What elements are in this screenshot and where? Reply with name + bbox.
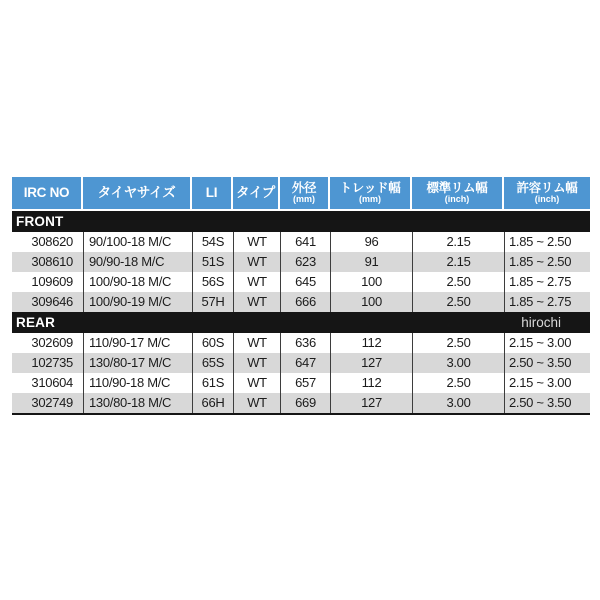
table-cell: 2.15 bbox=[412, 252, 504, 272]
table-row bbox=[12, 232, 590, 252]
column-header-unit: (mm) bbox=[359, 193, 381, 204]
table-cell: 2.50 bbox=[412, 272, 504, 292]
column-header-unit: (mm) bbox=[293, 193, 315, 204]
table-row bbox=[12, 353, 590, 373]
table-cell: 302609 bbox=[31, 335, 73, 350]
table-cell: 51S bbox=[192, 252, 233, 272]
table-cell: 669 bbox=[280, 393, 330, 413]
table-cell: 309646 bbox=[31, 294, 73, 309]
table-cell: 2.50 bbox=[412, 292, 504, 312]
column-header-label: IRC NO bbox=[23, 185, 70, 201]
column-header-tire-size bbox=[83, 177, 192, 209]
table-row bbox=[12, 373, 590, 393]
column-header-standard-rim-width bbox=[412, 177, 504, 209]
table-cell: 2.50 bbox=[412, 333, 504, 353]
table-cell: 127 bbox=[330, 393, 412, 413]
section-header-rear bbox=[12, 312, 590, 333]
table-cell: 308610 bbox=[31, 254, 73, 269]
table-cell: 2.50 ~ 3.50 bbox=[504, 393, 590, 413]
table-cell: WT bbox=[233, 272, 280, 292]
section-header-front bbox=[12, 211, 590, 232]
table-cell: 109609 bbox=[31, 274, 73, 289]
table-cell: 1.85 ~ 2.50 bbox=[504, 252, 590, 272]
table-cell: 636 bbox=[280, 333, 330, 353]
table-cell: 102735 bbox=[31, 355, 73, 370]
column-header-label: 許容リム幅 bbox=[516, 181, 578, 196]
table-cell: 666 bbox=[280, 292, 330, 312]
table-cell: 1.85 ~ 2.75 bbox=[504, 292, 590, 312]
table-cell: 100 bbox=[330, 292, 412, 312]
table-cell: 57H bbox=[192, 292, 233, 312]
column-header-tread-width bbox=[330, 177, 412, 209]
table-cell: 302749 bbox=[31, 395, 73, 410]
table-cell: 310604 bbox=[31, 375, 73, 390]
column-header-label: 標準リム幅 bbox=[426, 181, 488, 196]
column-header-type bbox=[233, 177, 280, 209]
table-cell: 66H bbox=[192, 393, 233, 413]
table-cell: 100 bbox=[330, 272, 412, 292]
table-cell: WT bbox=[233, 333, 280, 353]
table-cell: 112 bbox=[330, 333, 412, 353]
section-label: FRONT bbox=[16, 214, 64, 229]
table-cell: 112 bbox=[330, 373, 412, 393]
table-cell: 1.85 ~ 2.50 bbox=[504, 232, 590, 252]
table-cell: WT bbox=[233, 353, 280, 373]
column-header-unit: (inch) bbox=[534, 193, 560, 204]
table-cell: 110/90-18 M/C bbox=[83, 373, 192, 393]
table-cell: 65S bbox=[192, 353, 233, 373]
section-front-rows bbox=[12, 232, 590, 312]
table-cell: WT bbox=[233, 252, 280, 272]
section-rear-rows bbox=[12, 333, 590, 413]
column-header-outer-diameter bbox=[280, 177, 330, 209]
table-cell: 2.50 bbox=[412, 373, 504, 393]
table-cell: 130/80-18 M/C bbox=[83, 393, 192, 413]
table-cell: WT bbox=[233, 393, 280, 413]
column-header-unit: (inch) bbox=[444, 193, 470, 204]
column-header-label: タイプ bbox=[236, 185, 275, 201]
table-cell: 647 bbox=[280, 353, 330, 373]
table-cell: 3.00 bbox=[412, 353, 504, 373]
table-row bbox=[12, 393, 590, 413]
table-cell: WT bbox=[233, 373, 280, 393]
table-row bbox=[12, 333, 590, 353]
table-cell: 100/90-18 M/C bbox=[83, 272, 192, 292]
column-header-label: タイヤサイズ bbox=[97, 185, 176, 201]
tire-spec-table bbox=[12, 177, 590, 415]
table-cell: 641 bbox=[280, 232, 330, 252]
section-label: REAR bbox=[16, 315, 56, 330]
table-cell: 645 bbox=[280, 272, 330, 292]
table-cell: 110/90-17 M/C bbox=[83, 333, 192, 353]
table-cell: 2.15 bbox=[412, 232, 504, 252]
table-cell: WT bbox=[233, 292, 280, 312]
table-cell: 127 bbox=[330, 353, 412, 373]
table-cell: 61S bbox=[192, 373, 233, 393]
table-cell: 100/90-19 M/C bbox=[83, 292, 192, 312]
table-cell: 90/90-18 M/C bbox=[83, 252, 192, 272]
table-header-row bbox=[12, 177, 590, 209]
table-cell: 3.00 bbox=[412, 393, 504, 413]
table-cell: 2.15 ~ 3.00 bbox=[504, 333, 590, 353]
column-header-label: LI bbox=[205, 185, 218, 201]
table-cell: 54S bbox=[192, 232, 233, 252]
table-cell: 2.50 ~ 3.50 bbox=[504, 353, 590, 373]
column-header-li bbox=[192, 177, 233, 209]
column-header-label: 外径 bbox=[291, 181, 317, 196]
table-cell: 96 bbox=[330, 232, 412, 252]
watermark-text: hirochi bbox=[521, 315, 561, 330]
table-cell: 60S bbox=[192, 333, 233, 353]
table-cell: 623 bbox=[280, 252, 330, 272]
table-cell: 308620 bbox=[31, 234, 73, 249]
table-cell: 130/80-17 M/C bbox=[83, 353, 192, 373]
table-cell: 56S bbox=[192, 272, 233, 292]
table-cell: 91 bbox=[330, 252, 412, 272]
table-row bbox=[12, 252, 590, 272]
table-cell: 90/100-18 M/C bbox=[83, 232, 192, 252]
table-row bbox=[12, 272, 590, 292]
table-cell: WT bbox=[233, 232, 280, 252]
column-header-label: トレッド幅 bbox=[339, 181, 401, 196]
table-cell: 2.15 ~ 3.00 bbox=[504, 373, 590, 393]
table-cell: 1.85 ~ 2.75 bbox=[504, 272, 590, 292]
column-header-allowable-rim-width bbox=[504, 177, 590, 209]
column-header-irc-no bbox=[12, 177, 83, 209]
table-cell: 657 bbox=[280, 373, 330, 393]
table-row bbox=[12, 292, 590, 312]
